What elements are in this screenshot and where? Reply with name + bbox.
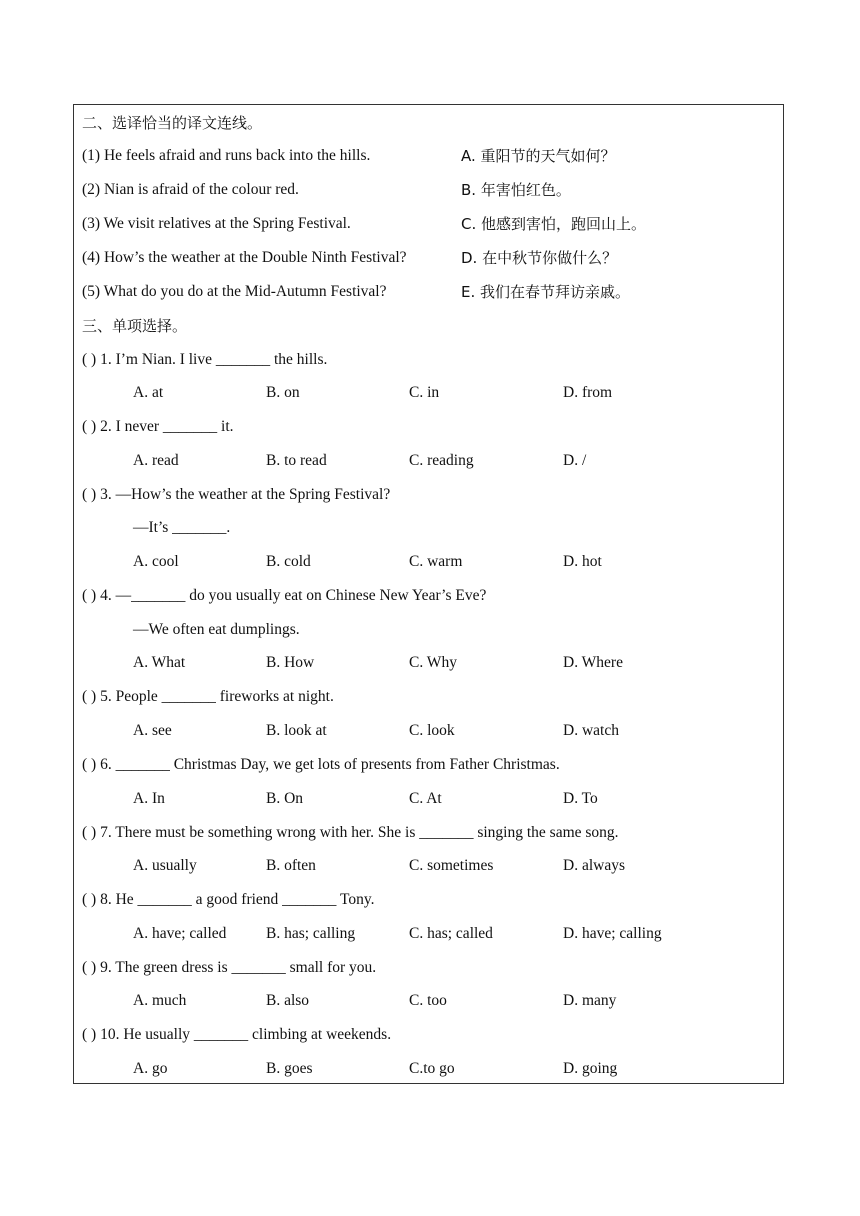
q7-option-b: B. often: [266, 857, 316, 874]
q3-option-c: C. warm: [409, 553, 463, 570]
sentence-1: (1) He feels afraid and runs back into the hills.: [82, 147, 371, 164]
q6-option-d: D. To: [563, 790, 598, 807]
q5-option-b: B. look at: [266, 722, 327, 739]
q1-option-d: D. from: [563, 384, 613, 401]
q6-option-a: A. In: [133, 790, 165, 807]
question-1: ( ) 1. I’m Nian. I live _______ the hills.: [82, 351, 328, 368]
q3-option-d: D. hot: [563, 553, 602, 570]
question-6: ( ) 6. _______ Christmas Day, we get lots of presents from Father Christmas.: [82, 756, 560, 773]
q1-option-c: C. in: [409, 384, 440, 401]
question-2: ( ) 2. I never _______ it.: [82, 418, 234, 435]
q1-option-a: A. at: [133, 384, 164, 401]
q9-option-a: A. much: [133, 992, 187, 1009]
q8-option-c: C. has; called: [409, 925, 493, 942]
q4-option-a: A. What: [133, 654, 186, 671]
q6-option-b: B. On: [266, 790, 304, 807]
q6-option-c: C. At: [409, 790, 442, 807]
q7-option-d: D. always: [563, 857, 625, 874]
q5-option-a: A. see: [133, 722, 172, 739]
question-3-response: —It’s _______.: [133, 519, 231, 536]
translation-e: E. 我们在春节拜访亲戚。: [461, 283, 631, 301]
q10-option-b: B. goes: [266, 1060, 313, 1077]
q10-option-d: D. going: [563, 1060, 618, 1077]
question-4: ( ) 4. —_______ do you usually eat on Chinese New Year’s Eve?: [82, 587, 487, 604]
q8-option-b: B. has; calling: [266, 925, 356, 942]
sentence-3: (3) We visit relatives at the Spring Festival.: [82, 215, 351, 232]
section2-heading: 二、选译恰当的译文连线。: [82, 114, 263, 132]
q7-option-c: C. sometimes: [409, 857, 494, 874]
q5-option-c: C. look: [409, 722, 455, 739]
q5-option-d: D. watch: [563, 722, 619, 739]
question-4-response: —We often eat dumplings.: [133, 621, 300, 638]
q1-option-b: B. on: [266, 384, 300, 401]
question-3: ( ) 3. —How’s the weather at the Spring Festival?: [82, 486, 391, 503]
sentence-5: (5) What do you do at the Mid-Autumn Festival?: [82, 283, 387, 300]
section3-heading: 三、单项选择。: [82, 317, 188, 335]
q8-option-a: A. have; called: [133, 925, 227, 942]
translation-d: D. 在中秋节你做什么？: [461, 249, 618, 267]
translation-b: B. 年害怕红色。: [461, 181, 571, 199]
q2-option-c: C. reading: [409, 452, 474, 469]
q9-option-d: D. many: [563, 992, 617, 1009]
q10-option-a: A. go: [133, 1060, 168, 1077]
question-10: ( ) 10. He usually _______ climbing at weekends.: [82, 1026, 392, 1043]
q8-option-d: D. have; calling: [563, 925, 662, 942]
question-5: ( ) 5. People _______ fireworks at night.: [82, 688, 334, 705]
q3-option-a: A. cool: [133, 553, 179, 570]
question-8: ( ) 8. He _______ a good friend _______ Tony.: [82, 891, 375, 908]
q9-option-b: B. also: [266, 992, 310, 1009]
q3-option-b: B. cold: [266, 553, 311, 570]
translation-a: A. 重阳节的天气如何？: [461, 147, 616, 165]
q4-option-b: B. How: [266, 654, 315, 671]
q7-option-a: A. usually: [133, 857, 197, 874]
sentence-2: (2) Nian is afraid of the colour red.: [82, 181, 299, 198]
q10-option-c: C.to go: [409, 1060, 455, 1077]
q2-option-b: B. to read: [266, 452, 327, 469]
question-9: ( ) 9. The green dress is _______ small for you.: [82, 959, 377, 976]
q4-option-d: D. Where: [563, 654, 623, 671]
translation-c: C. 他感到害怕，跑回山上。: [461, 215, 647, 233]
q2-option-a: A. read: [133, 452, 179, 469]
q4-option-c: C. Why: [409, 654, 457, 671]
sentence-4: (4) How’s the weather at the Double Ninth Festival?: [82, 249, 407, 266]
question-7: ( ) 7. There must be something wrong with her. She is _______ singing the same song.: [82, 824, 619, 841]
q2-option-d: D. /: [563, 452, 587, 469]
q9-option-c: C. too: [409, 992, 447, 1009]
